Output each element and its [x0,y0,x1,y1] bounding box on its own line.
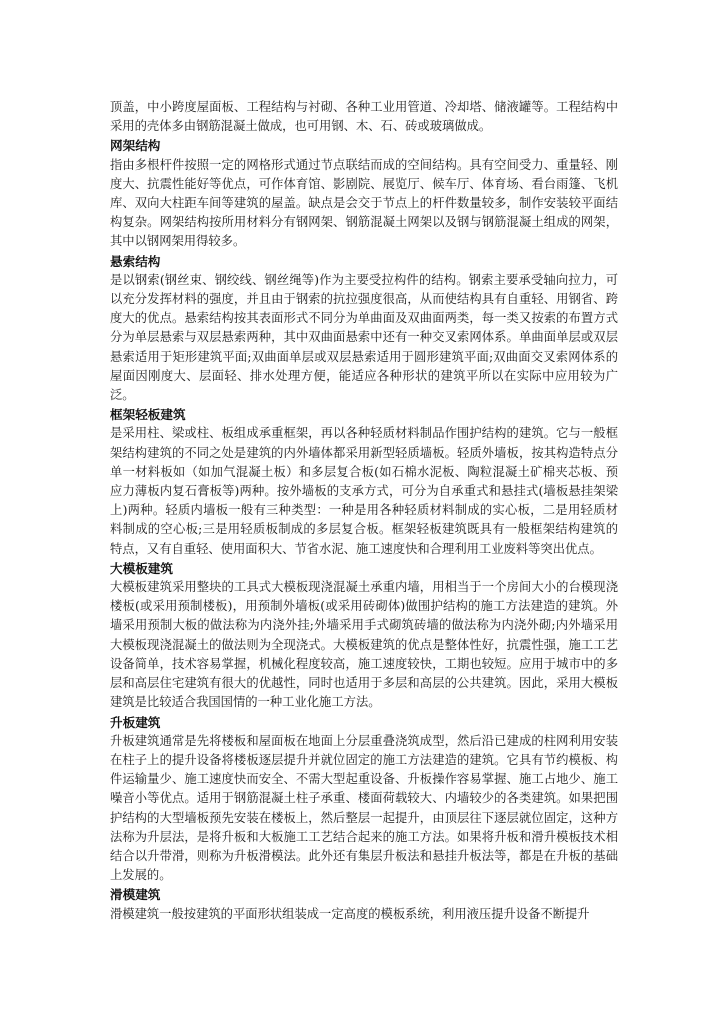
section-heading-space-truss: 网架结构 [110,138,161,154]
section-heading-large-formwork: 大模板建筑 [110,560,173,576]
section-heading-slipform: 滑模建筑 [110,887,161,903]
section-body-large-formwork: 大模板建筑采用整块的工具式大模板现浇混凝土承重内墙，用相当于一个房间大小的台模现浇楼板(或采用预制楼板)，用预制外墙板(或采用砖砌体)做围护结构的施工方法建造的建筑。外墙采用预制大板的做法称为内浇外挂;外墙采用手式砌筑砖墙的做法称为内浇外砌;内外墙采用大模板现浇混凝土的做法则为全现浇式。大模板建筑的优点是整体性好，抗震性强，施工工艺设备简单，技术容易掌握，机械化程度较高，施工速度较快，工期也较短。应用于城市中的多层和高层住宅建筑有很大的优越性，同时也适用于多层和高层的公共建筑。因此，采用大模板建筑是比较适合我国国情的一种工业化施工方法。 [110,580,618,710]
section-body-frame-lightpanel: 是采用柱、梁或柱、板组成承重框架，再以各种轻质材料制品作围护结构的建筑。它与一般框架结构建筑的不同之处是建筑的内外墙体都采用新型轻质墙板。轻质外墙板，按其构造特点分单一材料板如（如加气混凝土板）和多层复合板(如石棉水泥板、陶粒混凝土矿棉夹芯板、预应力薄板内复石膏板等)两种。按外墙板的支承方式，可分为自承重式和悬挂式(墙板悬挂架梁上)两种。轻质内墙板一般有三种类型：一种是用各种轻质材料制成的实心板，二是用轻质材料制成的空心板;三是用轻质板制成的多层复合板。框架轻板建筑既具有一般框架结构建筑的特点，又有自重轻、使用面积大、节省水泥、施工速度快和合理利用工业废料等突出优点。 [110,426,618,556]
document-page [110,98,618,924]
intro-paragraph: 顶盖，中小跨度屋面板、工程结构与衬砌、各种工业用管道、冷却塔、储液罐等。工程结构中采用的壳体多由钢筋混凝土做成，也可用钢、木、石、砖或玻璃做成。 [110,100,618,134]
section-body-slipform: 滑模建筑一般按建筑的平面形状组装成一定高度的模板系统，利用液压提升设备不断提升 [110,906,590,921]
section-heading-cable-structure: 悬索结构 [110,253,161,269]
section-heading-lift-slab: 升板建筑 [110,714,161,730]
section-body-space-truss: 指由多根杆件按照一定的网格形式通过节点联结而成的空间结构。具有空间受力、重量轻、刚度大、抗震性能好等优点，可作体育馆、影剧院、展览厅、候车厅、体育场、看台雨篷、飞机库、双向大柱距车间等建筑的屋盖。缺点是会交于节点上的杆件数量较多，制作安装较平面结构复杂。网架结构按所用材料分有钢网架、钢筋混凝土网架以及钢与钢筋混凝土组成的网架，其中以钢网架用得较多。 [110,157,618,249]
section-heading-frame-lightpanel: 框架轻板建筑 [110,407,186,423]
section-body-lift-slab: 升板建筑通常是先将楼板和屋面板在地面上分层重叠浇筑成型，然后沿已建成的柱网利用安装在柱子上的提升设备将楼板逐层提升并就位固定的施工方法建造的建筑。它具有节约模板、构件运输量少、施工速度快而安全、不需大型起重设备、升板操作容易掌握、施工占地少、施工噪音小等优点。适用于钢筋混凝土柱子承重、楼面荷载较大、内墙较少的各类建筑。如果把围护结构的大型墙板预先安装在楼板上，然后整层一起提升，由顶层往下逐层就位固定，这种方法称为升层法，是将升板和大板施工工艺结合起来的施工方法。如果将升板和滑升模板技术相结合以升带滑，则称为升板滑模法。此外还有集层升板法和悬挂升板法等，都是在升板的基础上发展的。 [110,733,618,883]
section-body-cable-structure: 是以钢索(钢丝束、钢绞线、钢丝绳等)作为主要受拉构件的结构。钢索主要承受轴向拉力，可以充分发挥材料的强度，并且由于钢索的抗拉强度很高，从而使结构具有自重轻、用钢省、跨度大的优点。悬索结构按其表面形式不同分为单曲面及双曲面两类，每一类又按索的布置方式分为单层悬索与双层悬索两种，其中双曲面悬索中还有一种交叉索网体系。单曲面单层或双层悬索适用于矩形建筑平面;双曲面单层或双层悬索适用于圆形建筑平面;双曲面交叉索网体系的屋面因刚度大、层面轻、排水处理方便，能适应各种形状的建筑平所以在实际中应用较为广泛。 [110,272,618,403]
